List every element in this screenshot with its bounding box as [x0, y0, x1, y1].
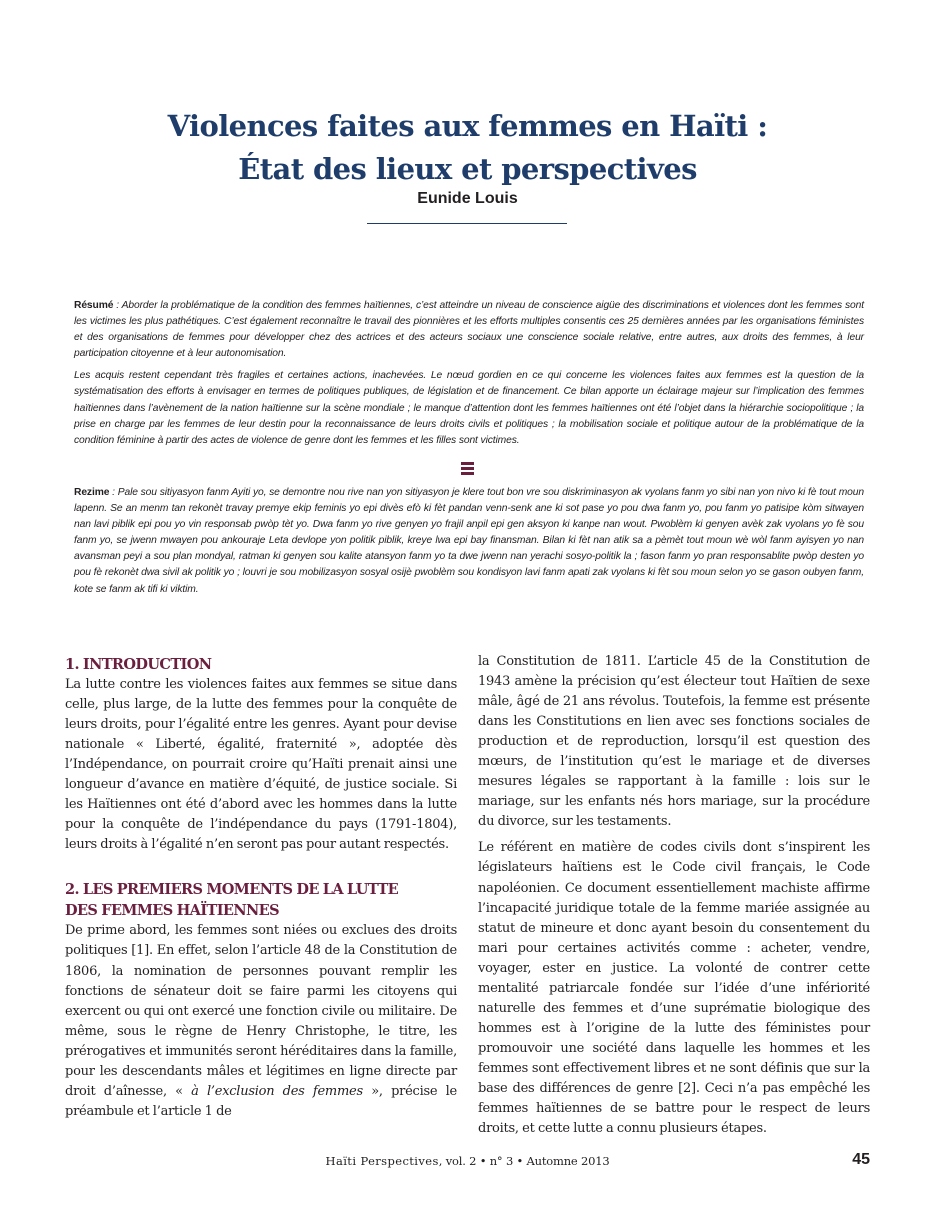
section-2-p1-text-b: », précise le préambule et l’article 1 de [65, 1083, 457, 1119]
body-column-right [478, 652, 870, 1139]
abstract-creole-label: Rezime [74, 487, 110, 498]
journal-issue: , vol. 2 • n° 3 • Automne 2013 [438, 1154, 610, 1168]
section-1-paragraph: La lutte contre les violences faites aux femmes se situe dans celle, plus large, de la lutte des femmes pour la conquête de leurs droits, pour l’égalité entre les genres. Ayant pour devise nationale « Liberté, égalité, fraternité », adoptée dès l’Indépendance, on pourrait croire qu’Haïti prenait ainsi une longueur d’avance en matière d’équité, de justice sociale. Si les Haïtiennes ont été d’abord avec les hommes dans la lutte pour la conquête de l’indépendance du pays (1791-1804), leurs droits à l’égalité n’en seront pas pour autant respectés. [65, 677, 457, 853]
abstract-french-text-1: : Aborder la problématique de la condition des femmes haïtiennes, c’est atteindre un niveau de conscience aigüe des discriminations et violences dont les femmes sont les victimes les plus pathétiques. C’est également reconnaître le travail des pionnières et les efforts multiples consentis ces 25 dernières années par les organisations féministes et des organisations de femmes pour développer chez des actrices et des acteurs sociaux une conscience sociale relative, entre autres, aux droits des femmes, à leur participation citoyenne et à leur autonomisation. [74, 300, 864, 360]
section-2-paragraph-1-continued: la Constitution de 1811. L’article 45 de la Constitution de 1943 amène la précision qu’est électeur tout Haïtien de sexe mâle, âgé de 21 ans révolus. Toutefois, la femme est présente dans les Constitutions en lien avec ses fonctions sociales de production et de reproduction, lorsqu’il est question des mœurs, de l’institution qu’est le mariage et de diverses mesures légales se rapportant à la famille : lois sur le mariage, sur les enfants nés hors mariage, sur la procédure du divorce, sur les testaments. [478, 654, 870, 830]
section-2-heading-line-2: DES FEMMES HAÏTIENNES [65, 902, 279, 920]
section-2-paragraph-2: Le référent en matière de codes civils dont s’inspirent les législateurs haïtiens est le Code civil français, le Code napoléonien. Ce document essentiellement machiste affirme l’incapacité juridique totale de la femme mariée assignée au statut de mineure et donc ayant besoin du consentement du mari pour certaines activités comme : acheter, vendre, voyager, ester en justice. La volonté de contrer cette mentalité patriarcale fondée sur l’idée d’une infériorité naturelle des femmes et d’une suprématie biologique des hommes est à l’origine de la lutte des féministes pour promouvoir une société dans laquelle les hommes et les femmes sont effectivement libres et ne sont définis que sur la base des différences de genre [2]. Ceci n’a pas empêché les femmes haïtiennes de se battre pour le respect de leurs droits, et cette lutte a connu plusieurs étapes. [478, 840, 870, 1137]
abstract-french-label: Résumé [74, 300, 114, 311]
abstract-creole-p1 [74, 485, 864, 598]
abstract-creole [74, 485, 864, 598]
section-2-paragraph-1 [65, 921, 457, 1121]
abstract-french-p2: Les acquis restent cependant très fragiles et certaines actions, inachevées. Le nœud gordien en ce qui concerne les violences faites aux femmes est la question de la systématisation des efforts à envisager en termes de politiques publiques, de législation et de financement. Ce bilan apporte un éclairage majeur sur l’implication des femmes haïtiennes dans l’avènement de la nation haïtienne sur la scène mondiale ; le manque d’attention dont les femmes haïtiennes ont été l’objet dans la hiérarchie sociopolitique ; la prise en charge par les femmes de leur destin pour la reconnaissance de leurs droits civils et politiques ; la mobilisation sociale et politique autour de la problématique de la condition féminine à partir des actes de violence de genre dont les femmes et les filles sont victimes. [74, 370, 864, 446]
section-2-p1-italic: à l’exclusion des femmes [191, 1083, 363, 1099]
page-footer [0, 1154, 935, 1168]
article-title [0, 105, 935, 191]
title-line-2: État des lieux et perspectives [238, 152, 697, 187]
page-number: 45 [852, 1151, 870, 1168]
author-name: Eunide Louis [417, 190, 518, 207]
abstract-french-p1 [74, 298, 864, 362]
author-divider [367, 223, 567, 224]
section-separator-icon [461, 462, 474, 476]
abstract-french [74, 298, 864, 449]
journal-name: Haïti Perspectives [325, 1154, 439, 1168]
section-2-heading [65, 879, 457, 921]
body-column-left [65, 652, 457, 1122]
section-1-heading: 1. INTRODUCTION [65, 656, 212, 673]
section-2-heading-line-1: 2. LES PREMIERS MOMENTS DE LA LUTTE [65, 881, 399, 899]
title-line-1: Violences faites aux femmes en Haïti : [167, 109, 768, 144]
abstract-creole-text: : Pale sou sitiyasyon fanm Ayiti yo, se demontre nou rive nan yon sitiyasyon je klere tout bon vre sou diskriminasyon ak vyolans fanm yo sibi nan yon nivo ki fè tout moun lapenn. Se an menm tan rekonèt travay premye ekip feminis yo epi divès efò ki fèt pandan venn-senk ane ki sot pase yo pou dwa fanm yo, pou fanm yo patisipe kòm sitwayen nan lavi piblik epi pou yo vin responsab pwòp tèt yo. Dwa fanm yo rive genyen yo frajil anpil epi gen aksyon ki kanpe nan wout. Pwoblèm ki genyen avèk zak vyolans yo fè sou fanm yo, se jwenn mwayen pou ankouraje Leta devlope yon politik piblik, kreye lwa epi bay finansman. Bilan ki fèt nan atik sa a pèmèt tout moun wè wòl fanm ayisyen yo nan avansman peyi a sou plan mondyal, ratman ki genyen sou kalite atansyon fanm yo ta dwe jwenn nan yerachi sosyo-politik la ; fason fanm yo pran responsablite pwòp desten yo pou fè rekonèt dwa sivil ak politik yo ; louvri je sou mobilizasyon sosyal osijè pwoblèm sou kondisyon lavi fanm apati zak vyolans ki fèt sou moun selon yo se gason oubyen fanm, kote se fanm ak tifi ki viktim. [74, 487, 864, 595]
section-2-p1-text-a: De prime abord, les femmes sont niées ou exclues des droits politiques [1]. En effet, selon l’article 48 de la Constitution de 1806, la nomination de personnes pouvant remplir les fonctions de sénateur doit se faire parmi les citoyens qui exercent ou qui ont exercé une fonction civile ou militaire. De même, sous le règne de Henry Christophe, le titre, les prérogatives et immunités seront héréditaires dans la famille, pour les descendants mâles et légitimes en ligne directe par droit d’aînesse, « [65, 923, 457, 1099]
